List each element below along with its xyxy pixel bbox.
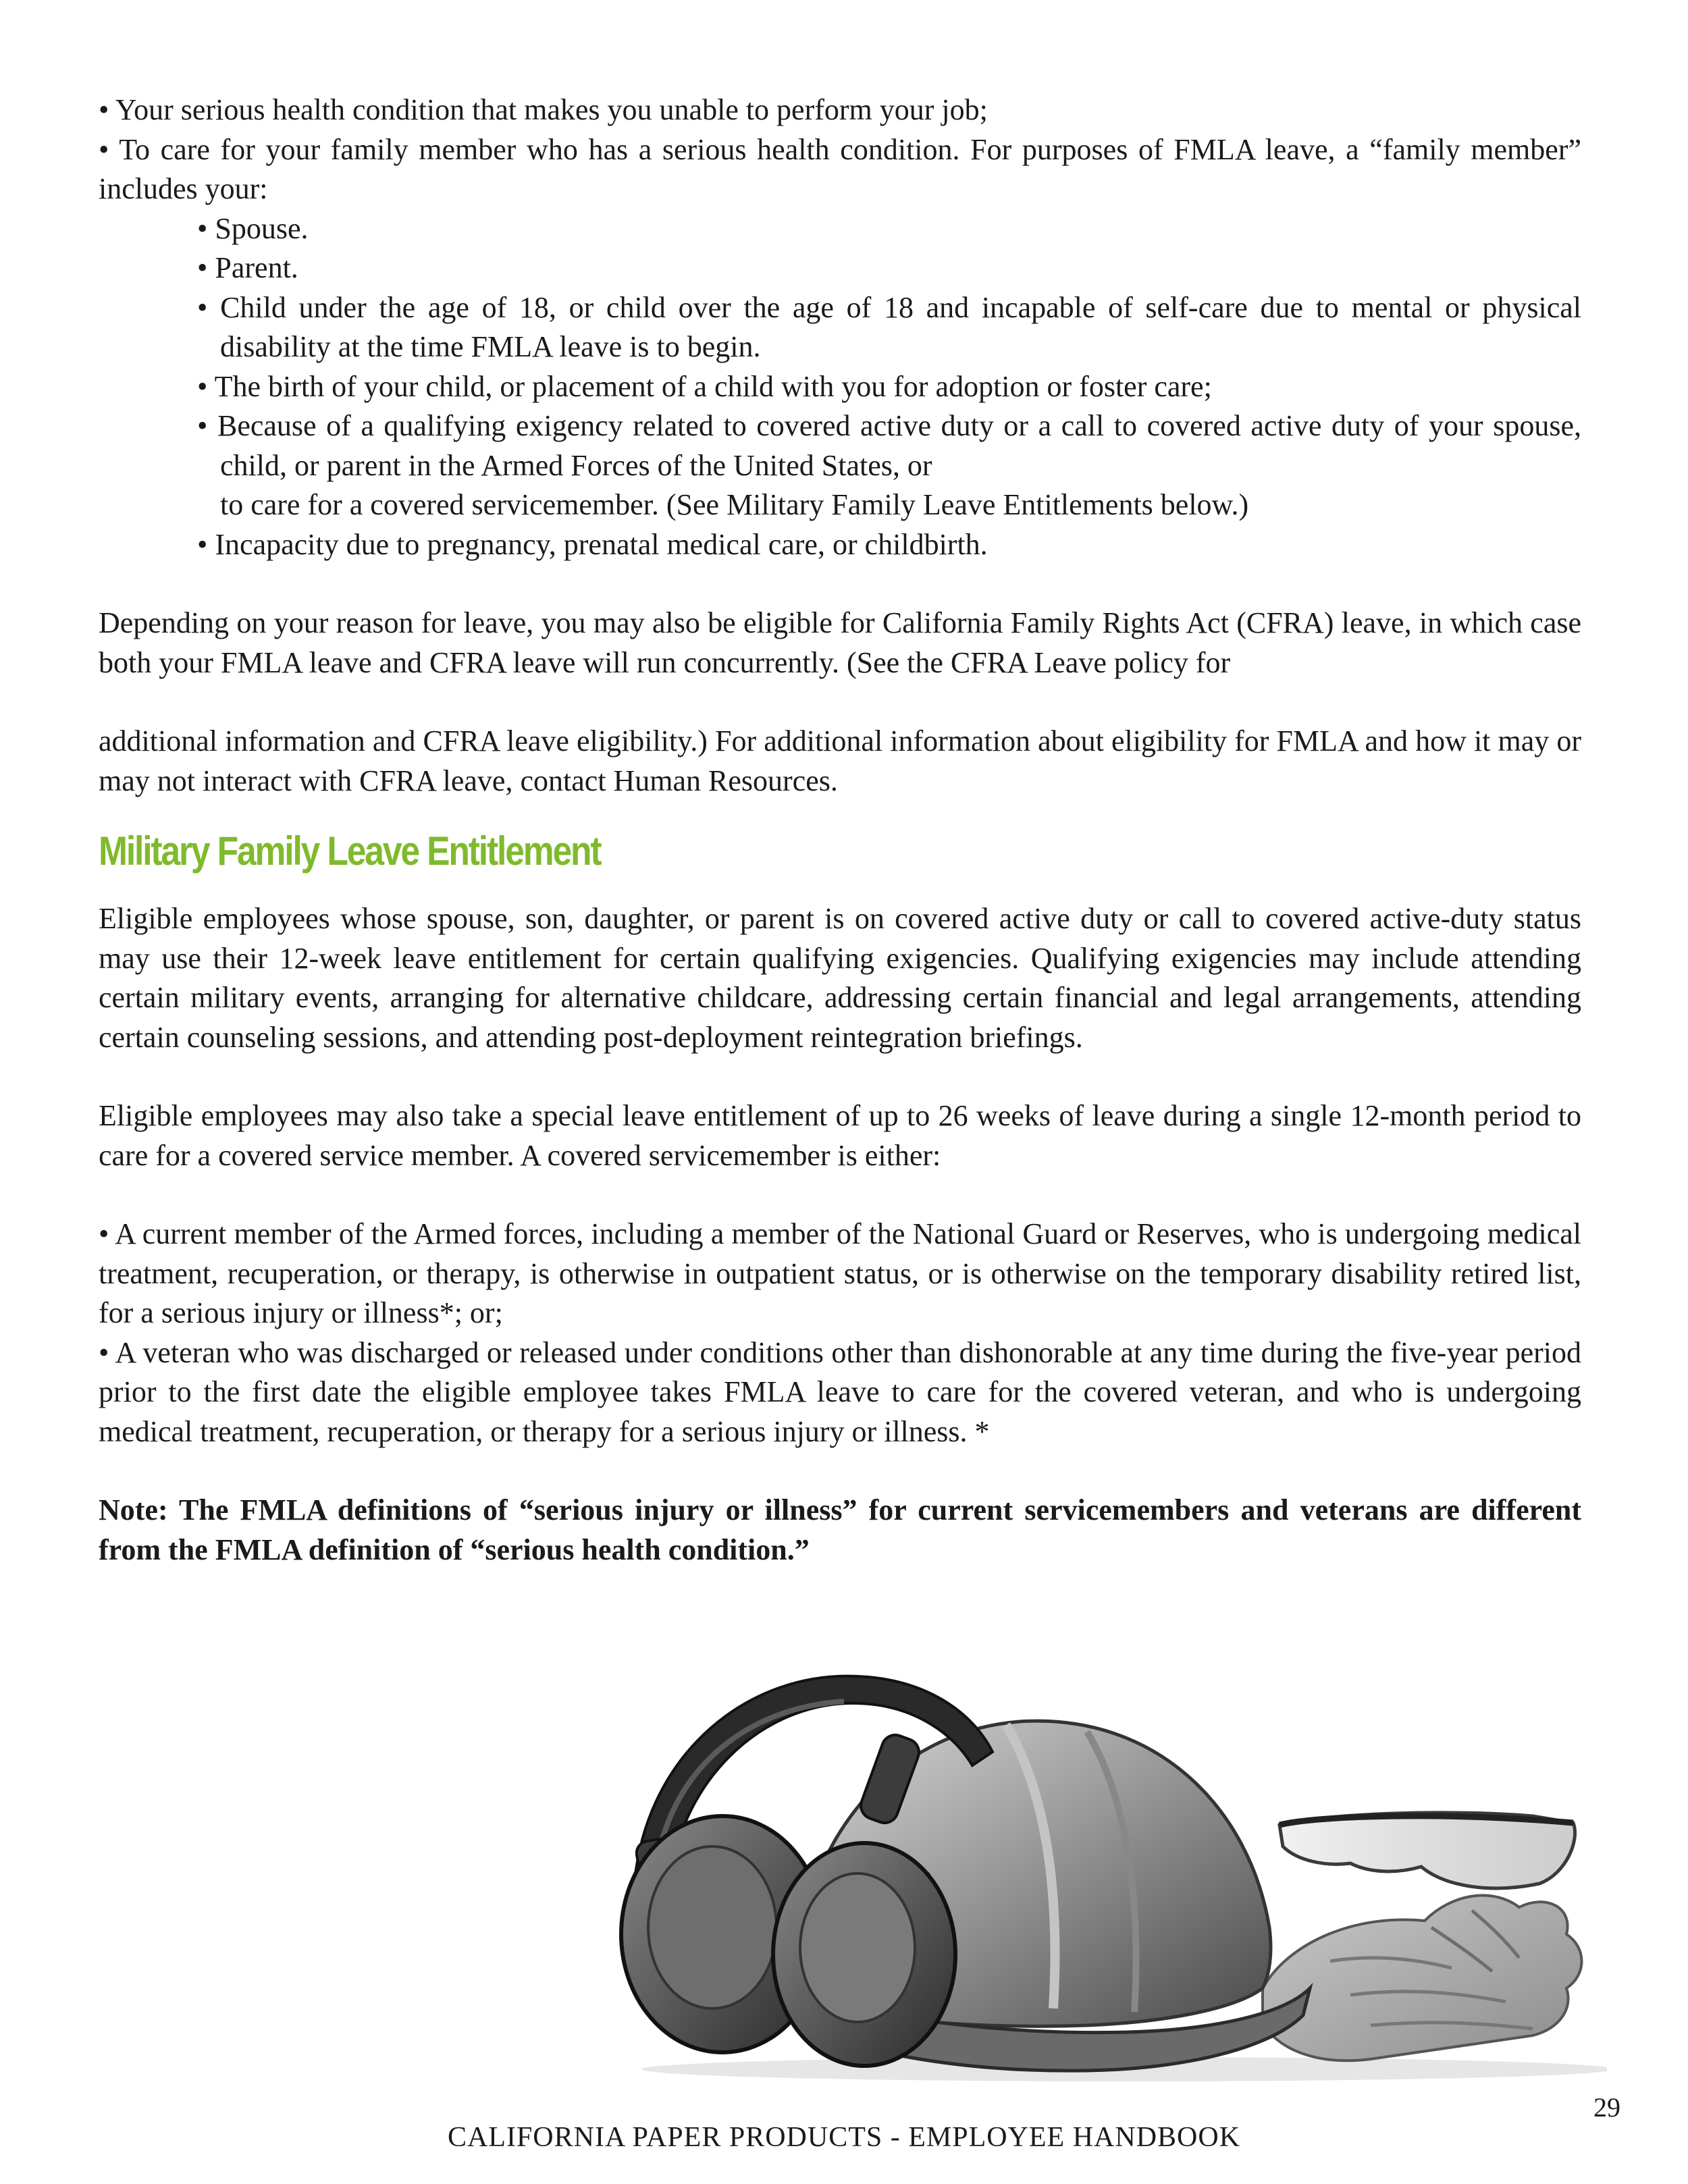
sub-bullet-incapacity: • Incapacity due to pregnancy, prenatal medical care, or childbirth. bbox=[197, 527, 988, 561]
bullet-veteran: • A veteran who was discharged or released under conditions other than dishonorable at any time during the five-year period prior to the first date the eligible employee takes FMLA leave to care for the covered veteran, and who is undergoing medical treatment, recuperation, or therapy for a serious injury or illness. * bbox=[99, 1335, 1581, 1448]
sub-bullet-qualifying-exigency: • Because of a qualifying exigency related to covered active duty or a call to covered active duty of your spouse, child, or parent in the Armed Forces of the United States, or bbox=[197, 409, 1581, 482]
document-body bbox=[99, 90, 1581, 1570]
family-member-list bbox=[99, 209, 1581, 565]
safety-equipment-image bbox=[574, 1671, 1607, 2083]
sub-bullet-parent: • Parent. bbox=[197, 251, 298, 284]
military-paragraph-1: Eligible employees whose spouse, son, daughter, or parent is on covered active duty or call to covered active-duty status may use their 12-week leave entitlement for certain qualifying exigencies. Qualifying exigencies may include attending certain military events, arranging for alternative childcare, addressing certain financial and legal arrangements, attending certain counseling sessions, and attending post-deployment reintegration briefings. bbox=[99, 902, 1581, 1054]
military-paragraph-2: Eligible employees may also take a special leave entitlement of up to 26 weeks of leave during a single 12-month period to care for a covered service member. A covered servicemember is either: bbox=[99, 1099, 1581, 1172]
bullet-serious-health-condition: • Your serious health condition that makes you unable to perform your job; bbox=[99, 93, 988, 126]
work-gloves-icon bbox=[1263, 1896, 1582, 2061]
sub-bullet-birth: • The birth of your child, or placement of a child with you for adoption or foster care; bbox=[197, 369, 1212, 403]
page-number: 29 bbox=[1593, 2092, 1620, 2123]
cfra-paragraph-2: additional information and CFRA leave eligibility.) For additional information about eligibility for FMLA and how it may or may not interact with CFRA leave, contact Human Resources. bbox=[99, 724, 1581, 797]
section-heading: Military Family Leave Entitlement bbox=[99, 828, 601, 874]
safety-glasses-icon bbox=[1280, 1813, 1575, 1888]
sub-bullet-covered-servicemember: to care for a covered servicemember. (See Military Family Leave Entitlements below.) bbox=[220, 488, 1249, 521]
bullet-current-member: • A current member of the Armed forces, including a member of the National Guard or Reserves, who is undergoing medical treatment, recuperation, or therapy, is otherwise in outpatient status, or is otherwise on the temporary disability retired list, for a serious injury or illness*; or; bbox=[99, 1217, 1581, 1329]
note-paragraph: Note: The FMLA definitions of “serious injury or illness” for current servicemembers and veterans are different from the FMLA definition of “serious health condition.” bbox=[99, 1493, 1581, 1566]
cfra-paragraph-1: Depending on your reason for leave, you may also be eligible for California Family Rights Act (CFRA) leave, in which case both your FMLA leave and CFRA leave will run concurrently. (See the CFRA Leave policy for bbox=[99, 606, 1581, 679]
sub-bullet-spouse: • Spouse. bbox=[197, 211, 309, 245]
footer: CALIFORNIA PAPER PRODUCTS - EMPLOYEE HANDBOOK bbox=[447, 2122, 1241, 2153]
sub-bullet-child: • Child under the age of 18, or child over the age of 18 and incapable of self-care due to mental or physical disability at the time FMLA leave is to begin. bbox=[197, 290, 1581, 363]
bullet-care-family-member: • To care for your family member who has a serious health condition. For purposes of FMLA leave, a “family member” includes your: bbox=[99, 132, 1581, 205]
